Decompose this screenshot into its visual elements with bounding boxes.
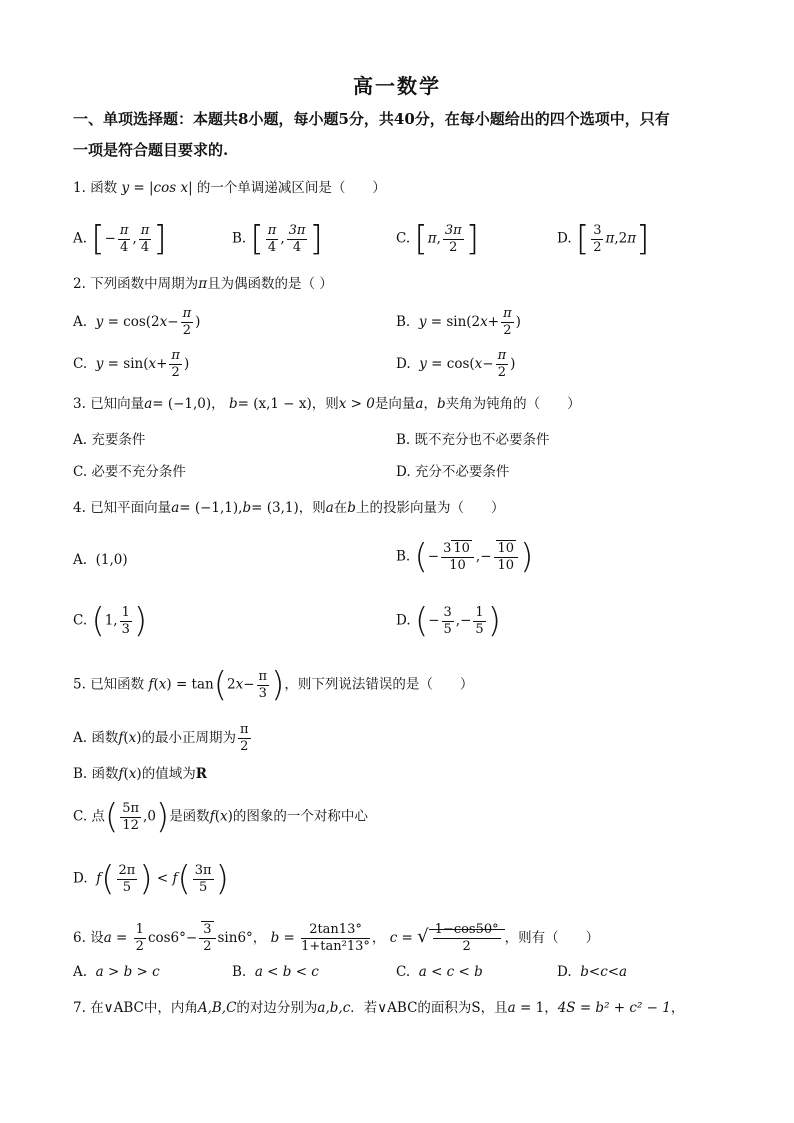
q4-text2: 在 bbox=[333, 500, 348, 516]
q5-option-d: D. f( $\frac{2\pi}{5}$ ) < f( $\frac{3\pi}{5}$ ) bbox=[73, 859, 229, 899]
q5-option-a-text: 的最小正周期为 bbox=[141, 730, 237, 746]
question-6: 6. 设a = $\frac{1}{2}$ cos6°− $\frac{3}{2}$ sin6°， b = $\frac{2\tan 13^\circ}{\text{1+tan²13°}}$ ， c = √ $\frac{1-\cos 50^\circ}{2}$ ，则有（ ） bbox=[73, 922, 600, 954]
q6-option-c bbox=[396, 962, 483, 982]
q6-option-c-value: a < c < b bbox=[418, 964, 483, 980]
q4-option-a-label: A. bbox=[73, 552, 88, 568]
q2-pi: π bbox=[198, 276, 208, 292]
q4-a-value: = (−1,1), bbox=[179, 500, 243, 516]
q6-option-b-label: B. bbox=[232, 964, 247, 980]
q3-condition: x > 0 bbox=[338, 396, 375, 412]
q1-option-c-label: C. bbox=[396, 230, 411, 247]
q5-number: 5. bbox=[73, 676, 86, 693]
q5-option-c-text2: 的图象的一个对称中心 bbox=[232, 808, 368, 825]
q6-option-d-value: b<c<a bbox=[580, 964, 628, 980]
q7-text3: ．若∨ABC的面积为S，且 bbox=[350, 1000, 508, 1016]
question-1 bbox=[73, 178, 386, 198]
q3-option-c: C. 必要不充分条件 bbox=[73, 464, 186, 480]
q2-text-post: 且为偶函数的是（ ） bbox=[207, 276, 333, 292]
q4-number: 4. bbox=[73, 500, 86, 516]
section-heading-line1: 一、单项选择题：本题共8小题，每小题5分，共40分，在每小题给出的四个选项中，只有 bbox=[73, 110, 670, 128]
q6-number: 6. bbox=[73, 930, 86, 946]
q4-option-c: C. (1, $\frac{1}{3}$ ) bbox=[73, 601, 148, 641]
q1-expr: y = |cos x| bbox=[121, 180, 193, 196]
q7-condition: 4S = b² + c² − 1 bbox=[557, 1000, 671, 1016]
q5-option-c-label: C. 点 bbox=[73, 808, 105, 825]
q3-option-d: D. 充分不必要条件 bbox=[396, 464, 510, 480]
q4-option-c-label: C. bbox=[73, 612, 88, 629]
q5-option-a-label: A. 函数 bbox=[73, 730, 119, 746]
q4-option-a bbox=[73, 550, 128, 570]
q1-option-a-label: A. bbox=[73, 230, 88, 247]
q1-text-post: 的一个单调递减区间是（ ） bbox=[196, 180, 386, 196]
q2-option-a: A. y = cos(2x− $\frac{\pi}{2}$ ) bbox=[73, 306, 201, 338]
q7-number: 7. bbox=[73, 1000, 86, 1016]
q4-text3: 上的投影向量为（ ） bbox=[355, 500, 505, 516]
q4-option-b-label: B. bbox=[396, 548, 411, 565]
q3-text: 已知向量 bbox=[90, 396, 145, 412]
q5-text-post: ，则下列说法错误的是（ ） bbox=[284, 676, 474, 693]
q5-option-a: A. 函数f(x)的最小正周期为 $\frac{\pi}{2}$ bbox=[73, 722, 249, 754]
q2-option-b: B. y = sin(2x+ $\frac{\pi}{2}$ ) bbox=[396, 306, 521, 338]
q1-option-c: C. [π, $\frac{3\pi}{2}$ ] bbox=[396, 219, 479, 259]
q1-number: 1. bbox=[73, 180, 86, 196]
q3-number: 3. bbox=[73, 396, 86, 412]
q1-text-pre: 函数 bbox=[90, 180, 118, 196]
page-title: 高一数学 bbox=[353, 74, 441, 98]
q1-option-d-label: D. bbox=[557, 230, 572, 247]
q4-b-value: = (3,1)，则 bbox=[251, 500, 326, 516]
q6-option-b bbox=[232, 962, 319, 982]
q3-a-value: = (−1,0)， bbox=[152, 396, 225, 412]
q5-option-d-label: D. bbox=[73, 870, 88, 887]
q5-text: 已知函数 bbox=[90, 676, 145, 693]
q2-option-c: C. y = sin(x+ $\frac{\pi}{2}$ ) bbox=[73, 348, 190, 380]
q3-text3: 夹角为钝角的（ ） bbox=[445, 396, 581, 412]
q2-option-d-label: D. bbox=[396, 356, 411, 372]
q7-end: ， bbox=[670, 1000, 685, 1016]
q4-option-d-label: D. bbox=[396, 612, 411, 629]
q1-option-d: D. [ $\frac{3}{2}$ π,2π] bbox=[557, 219, 650, 259]
q2-option-a-label: A. bbox=[73, 314, 88, 330]
q6-option-d bbox=[557, 962, 627, 982]
question-7: 7. 在∨ABC中，内角A,B,C的对边分别为a,b,c．若∨ABC的面积为S，且a = 1，4S = b² + c² − 1， bbox=[73, 1000, 685, 1016]
q6-option-a bbox=[73, 962, 160, 982]
q4-option-a-value: (1,0) bbox=[95, 552, 128, 568]
section-heading-line2: 一项是符合题目要求的. bbox=[73, 141, 229, 159]
q4-option-d: D. (− $\frac{3}{5}$ ,− $\frac{1}{5}$ ) bbox=[396, 601, 501, 641]
q7-text: 在∨ABC中，内角 bbox=[90, 1000, 198, 1016]
q2-option-b-label: B. bbox=[396, 314, 411, 330]
q7-text4: ， bbox=[544, 1000, 558, 1016]
q3-option-a: A. 充要条件 bbox=[73, 432, 146, 448]
q6-text: 设 bbox=[90, 930, 104, 946]
q5-option-b: B. 函数f(x)的值域为R bbox=[73, 766, 207, 782]
question-4: 4. 已知平面向量a= (−1,1),b= (3,1)，则a在b上的投影向量为（ ） bbox=[73, 500, 505, 516]
q5-option-c-text: 是函数 bbox=[169, 808, 210, 825]
q4-text: 已知平面向量 bbox=[90, 500, 172, 516]
q6-option-d-label: D. bbox=[557, 964, 572, 980]
question-3: 3. 已知向量a= (−1,0)， b= (x,1 − x)，则x > 0是向量a，b夹角为钝角的（ ） bbox=[73, 396, 581, 412]
question-2 bbox=[73, 274, 333, 294]
q2-option-d: D. y = cos(x− $\frac{\pi}{2}$ ) bbox=[396, 348, 516, 380]
question-5: 5. 已知函数 f(x) = tan(2x− $\frac{\pi}{3}$ )，则下列说法错误的是（ ） bbox=[73, 665, 474, 705]
q2-number: 2. bbox=[73, 276, 86, 292]
q2-option-c-label: C. bbox=[73, 356, 88, 372]
q6-option-b-value: a < b < c bbox=[254, 964, 319, 980]
q5-option-b-label: B. 函数 bbox=[73, 766, 119, 782]
q6-option-a-value: a > b > c bbox=[95, 964, 160, 980]
q1-option-b: B. [ $\frac{\pi}{4}$ , $\frac{3\pi}{4}$ ] bbox=[232, 219, 323, 259]
q6-text-post: ，则有（ ） bbox=[504, 930, 600, 946]
q5-option-b-text: 的值域为 bbox=[141, 766, 196, 782]
q3-b-value: = (x,1 − x)，则 bbox=[237, 396, 339, 412]
q3-option-b: B. 既不充分也不必要条件 bbox=[396, 432, 550, 448]
section-heading bbox=[73, 104, 733, 166]
q5-option-b-R: R bbox=[195, 766, 207, 782]
q2-text-pre: 下列函数中周期为 bbox=[90, 276, 199, 292]
q6-option-a-label: A. bbox=[73, 964, 88, 980]
q7-text2: 的对边分别为 bbox=[236, 1000, 318, 1016]
q1-option-b-label: B. bbox=[232, 230, 247, 247]
q1-option-a: A. [− $\frac{\pi}{4}$ , $\frac{\pi}{4}$ ] bbox=[73, 219, 167, 259]
q3-text2: 是向量 bbox=[374, 396, 416, 412]
q6-option-c-label: C. bbox=[396, 964, 411, 980]
q5-option-c: C. 点( $\frac{5\pi}{12}$ ,0)是函数f(x)的图象的一个对称中心 bbox=[73, 797, 368, 837]
q4-option-b: B. (− $\frac{3 10}{10}$ ,− $\frac{10}{10}$ ) bbox=[396, 537, 534, 577]
